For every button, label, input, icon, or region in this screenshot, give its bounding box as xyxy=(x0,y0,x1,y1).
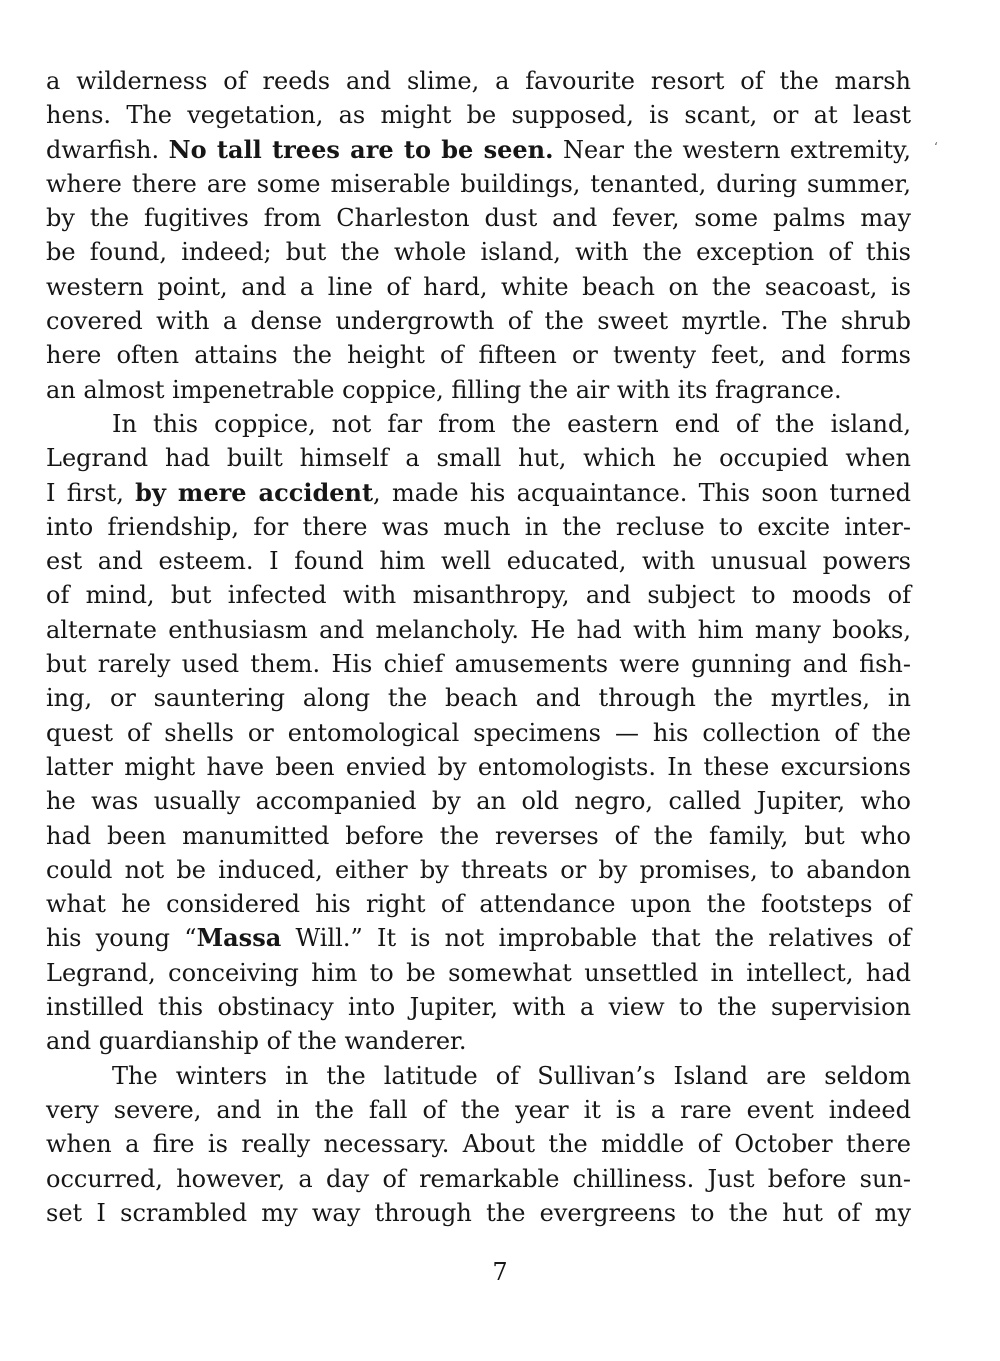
text-line xyxy=(46,407,911,441)
text-run: a wilderness of reeds and slime, a favourite resort of the marsh xyxy=(46,67,911,95)
text-run: alternate enthusiasm and melancholy. He had with him many books, xyxy=(46,615,911,644)
text-line xyxy=(46,1127,911,1161)
text-line xyxy=(46,784,911,818)
text-line xyxy=(46,1059,911,1093)
margin-mark: ‘ xyxy=(934,140,938,154)
text-run: I first, xyxy=(46,478,136,507)
text-line xyxy=(46,1162,911,1196)
text-line xyxy=(46,921,911,955)
bold-text-run: Massa xyxy=(196,923,282,953)
text-run: quest of shells or entomological specimens — his collection of the xyxy=(46,718,911,747)
text-line xyxy=(46,1196,911,1230)
text-line xyxy=(46,750,911,784)
text-run: when a fire is really necessary. About the middle of October there xyxy=(46,1130,911,1159)
text-line xyxy=(46,887,911,921)
text-run: here often attains the height of fifteen or twenty feet, and forms xyxy=(46,341,911,370)
text-run: by the fugitives from Charleston dust and fever, some palms may xyxy=(46,204,911,233)
text-run: In this coppice, not far from the eastern end of the island, xyxy=(112,409,911,438)
text-line xyxy=(46,716,911,750)
text-line xyxy=(46,544,911,578)
text-line xyxy=(46,819,911,853)
paragraph xyxy=(46,1059,911,1230)
text-run: of mind, but infected with misanthropy, and subject to moods of xyxy=(46,581,911,610)
text-line xyxy=(46,578,911,612)
text-run: covered with a dense undergrowth of the sweet myrtle. The shrub xyxy=(46,307,911,336)
text-line xyxy=(46,373,911,407)
text-run: where there are some miserable buildings, tenanted, during summer, xyxy=(46,169,911,198)
text-line xyxy=(46,133,911,167)
document-body xyxy=(46,64,911,1230)
text-line xyxy=(46,304,911,338)
text-run: what he considered his right of attendance upon the footsteps of xyxy=(46,890,911,919)
paragraph xyxy=(46,407,911,1059)
text-line xyxy=(46,853,911,887)
text-run: , made his acquaintance. This soon turned xyxy=(373,478,912,507)
paragraph xyxy=(46,64,911,407)
text-run: set I scrambled my way through the evergreens to the hut of my xyxy=(46,1198,911,1227)
text-line xyxy=(46,613,911,647)
text-line xyxy=(46,647,911,681)
text-run: into friendship, for there was much in the recluse to excite inter- xyxy=(46,512,911,541)
text-run: could not be induced, either by threats or by promises, to abandon xyxy=(46,855,911,884)
bold-text-run: No tall trees are to be seen. xyxy=(168,134,554,164)
text-line xyxy=(46,681,911,715)
text-run: but rarely used them. His chief amusements were gunning and fish- xyxy=(46,650,911,679)
text-run: est and esteem. I found him well educated, with unusual powers xyxy=(46,547,911,576)
text-run: had been manumitted before the reverses of the family, but who xyxy=(46,821,911,850)
text-run: very severe, and in the fall of the year it is a rare event indeed xyxy=(46,1095,911,1124)
text-run: latter might have been envied by entomologists. In these excursions xyxy=(46,752,911,781)
text-line xyxy=(46,167,911,201)
text-line xyxy=(46,98,911,132)
text-line xyxy=(46,338,911,372)
text-run: occurred, however, a day of remarkable chilliness. Just before sun- xyxy=(46,1164,911,1193)
text-run: Legrand had built himself a small hut, which he occupied when xyxy=(46,444,911,473)
text-run: and guardianship of the wanderer. xyxy=(46,1027,467,1056)
page-number: 7 xyxy=(492,1258,508,1286)
text-run: Near the western extremity, xyxy=(553,135,912,164)
text-line xyxy=(46,64,911,98)
text-run: Legrand, conceiving him to be somewhat unsettled in intellect, had xyxy=(46,958,911,987)
text-line xyxy=(46,235,911,269)
text-line xyxy=(46,270,911,304)
text-run: The winters in the latitude of Sullivan’s Island are seldom xyxy=(112,1061,911,1090)
text-line xyxy=(46,201,911,235)
text-line xyxy=(46,441,911,475)
text-run: instilled this obstinacy into Jupiter, with a view to the supervision xyxy=(46,993,911,1022)
text-line xyxy=(46,476,911,510)
text-line xyxy=(46,956,911,990)
text-line xyxy=(46,1024,911,1058)
text-run: be found, indeed; but the whole island, with the exception of this xyxy=(46,238,911,267)
text-run: western point, and a line of hard, white beach on the seacoast, is xyxy=(46,272,911,301)
text-run: his young “ xyxy=(46,924,197,953)
text-run: he was usually accompanied by an old negro, called Jupiter, who xyxy=(46,787,911,816)
bold-text-run: by mere accident xyxy=(135,477,374,507)
text-run: ing, or sauntering along the beach and through the myrtles, in xyxy=(46,684,911,713)
text-run: dwarfish. xyxy=(46,135,169,164)
text-run: Will.” It is not improbable that the relatives of xyxy=(281,924,911,953)
text-line xyxy=(46,1093,911,1127)
text-run: hens. The vegetation, as might be supposed, is scant, or at least xyxy=(46,101,911,130)
text-run: an almost impenetrable coppice, filling the air with its fragrance. xyxy=(46,375,842,404)
text-line xyxy=(46,990,911,1024)
text-line xyxy=(46,510,911,544)
